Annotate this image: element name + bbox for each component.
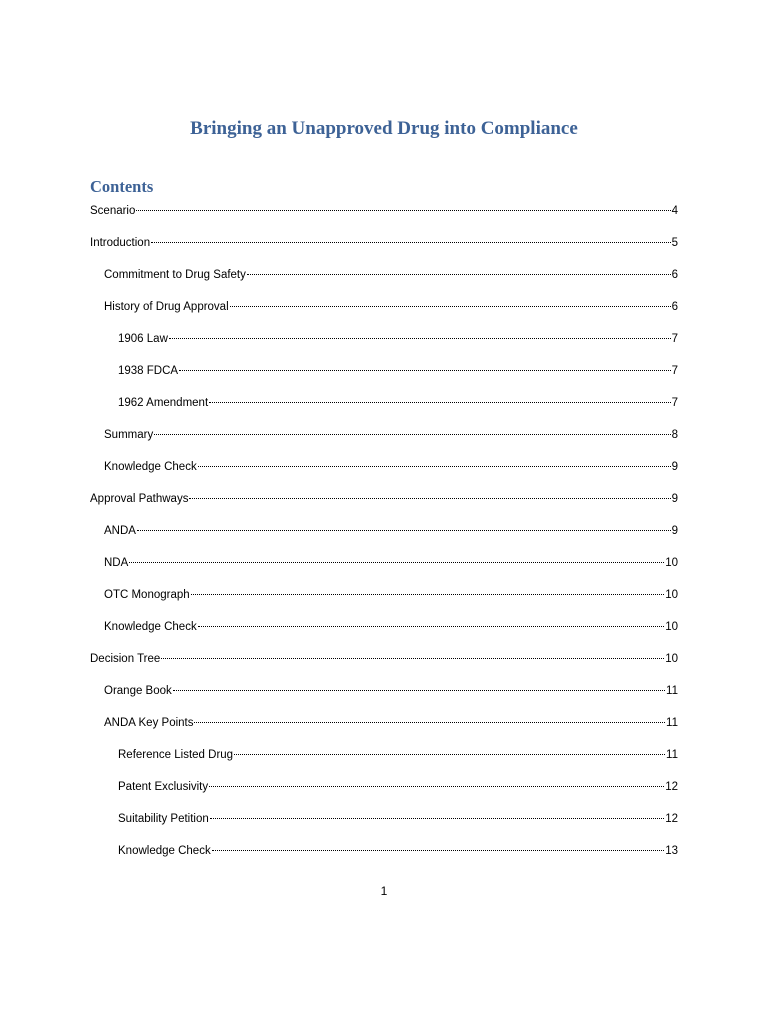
toc-dot-leader (136, 198, 670, 211)
toc-entry-label: Introduction (90, 237, 151, 249)
toc-dot-leader (230, 294, 671, 307)
toc-entry-label: Orange Book (104, 685, 172, 697)
toc-entry-page: 6 (671, 269, 678, 281)
toc-entry-label: 1962 Amendment (118, 397, 209, 409)
toc-dot-leader (234, 742, 665, 755)
toc-dot-leader (247, 262, 671, 275)
toc-entry-page: 12 (665, 813, 678, 825)
toc-entry[interactable] (118, 809, 678, 827)
toc-dot-leader (137, 518, 671, 531)
toc-entry[interactable] (90, 201, 678, 219)
toc-entry-label: ANDA (104, 525, 136, 537)
toc-entry-page: 10 (665, 621, 678, 633)
document-title: Bringing an Unapproved Drug into Compliance (190, 118, 578, 139)
toc-entry-label: ANDA Key Points (104, 717, 194, 729)
toc-entry-page: 13 (665, 845, 678, 857)
toc-entry-page: 8 (671, 429, 678, 441)
toc-entry-page: 7 (671, 333, 678, 345)
toc-dot-leader (194, 710, 665, 723)
toc-dot-leader (154, 422, 670, 435)
toc-entry-page: 9 (671, 461, 678, 473)
toc-dot-leader (129, 550, 664, 563)
toc-entry-page: 11 (666, 749, 678, 761)
toc-entry[interactable] (104, 521, 678, 539)
toc-entry-page: 11 (666, 717, 678, 729)
toc-entry-label: Reference Listed Drug (118, 749, 234, 761)
toc-dot-leader (169, 326, 671, 339)
toc-entry-page: 11 (666, 685, 678, 697)
toc-dot-leader (179, 358, 671, 371)
toc-dot-leader (209, 774, 664, 787)
toc-entry-page: 10 (665, 589, 678, 601)
toc-entry[interactable] (104, 425, 678, 443)
toc-entry[interactable] (118, 329, 678, 347)
toc-entry-page: 7 (671, 397, 678, 409)
toc-entry-label: NDA (104, 557, 129, 569)
toc-entry[interactable] (118, 777, 678, 795)
page-number: 1 (380, 884, 388, 898)
contents-heading: Contents (90, 177, 154, 196)
toc-entry-page: 10 (665, 653, 678, 665)
toc-entry-label: 1906 Law (118, 333, 168, 345)
toc-entry-page: 9 (671, 493, 678, 505)
toc-entry-page: 10 (665, 557, 678, 569)
toc-entry[interactable] (104, 617, 678, 635)
toc-dot-leader (151, 230, 670, 243)
toc-entry-label: Knowledge Check (104, 461, 197, 473)
toc-entry[interactable] (90, 489, 678, 507)
toc-entry-page: 6 (671, 301, 678, 313)
toc-entry[interactable] (104, 265, 678, 283)
toc-dot-leader (191, 582, 665, 595)
toc-entry[interactable] (118, 745, 678, 763)
toc-entry-label: Knowledge Check (104, 621, 197, 633)
toc-entry-label: Summary (104, 429, 154, 441)
toc-entry-label: Approval Pathways (90, 493, 189, 505)
toc-dot-leader (173, 678, 665, 691)
toc-dot-leader (161, 646, 664, 659)
toc-entry[interactable] (104, 553, 678, 571)
toc-entry-label: OTC Monograph (104, 589, 190, 601)
toc-entry-label: 1938 FDCA (118, 365, 179, 377)
toc-entry-page: 7 (671, 365, 678, 377)
toc-dot-leader (209, 390, 670, 403)
toc-dot-leader (210, 806, 664, 819)
toc-dot-leader (212, 838, 665, 851)
toc-entry-label: Commitment to Drug Safety (104, 269, 246, 281)
toc-entry[interactable] (104, 585, 678, 603)
toc-entry-label: Suitability Petition (118, 813, 209, 825)
toc-entry-page: 5 (671, 237, 678, 249)
toc-entry[interactable] (118, 841, 678, 859)
toc-entry-page: 12 (665, 781, 678, 793)
toc-dot-leader (198, 454, 671, 467)
toc-entry[interactable] (104, 681, 678, 699)
toc-entry[interactable] (90, 649, 678, 667)
toc-dot-leader (198, 614, 665, 627)
toc-entry-label: Scenario (90, 205, 136, 217)
toc-entry[interactable] (104, 457, 678, 475)
toc-entry[interactable] (118, 393, 678, 411)
toc-entry-label: Patent Exclusivity (118, 781, 209, 793)
toc-entry-label: Knowledge Check (118, 845, 211, 857)
toc-entry-page: 4 (671, 205, 678, 217)
toc-entry-label: Decision Tree (90, 653, 161, 665)
toc-entry[interactable] (104, 297, 678, 315)
toc-entry[interactable] (104, 713, 678, 731)
toc-entry-page: 9 (671, 525, 678, 537)
toc-entry-label: History of Drug Approval (104, 301, 229, 313)
toc-entry[interactable] (90, 233, 678, 251)
toc-entry[interactable] (118, 361, 678, 379)
toc-dot-leader (189, 486, 670, 499)
